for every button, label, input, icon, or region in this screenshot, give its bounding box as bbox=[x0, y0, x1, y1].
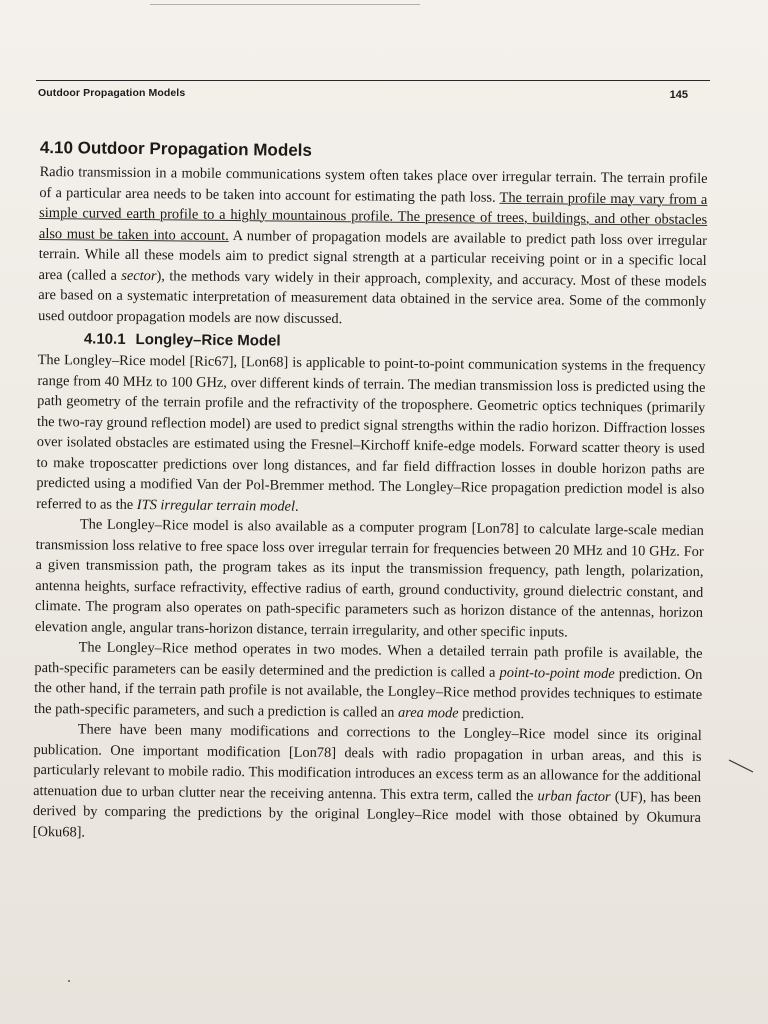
para1-emphasis-its: ITS irregular terrain model bbox=[136, 496, 296, 515]
para3-emphasis-point-to-point: point-to-point mode bbox=[499, 664, 615, 682]
page-number: 145 bbox=[669, 89, 688, 101]
intro-text-3: ), the methods vary widely in their approach, complexity, and accuracy. Most of these models are based on a systematic interpretation of measurement data obtained in the service area. Some of the commonly used outdoor propagation models are now discussed. bbox=[38, 267, 707, 327]
page-content bbox=[33, 136, 708, 849]
para1-text-2: . bbox=[294, 498, 299, 515]
para3-text-3: prediction. bbox=[458, 704, 525, 722]
intro-emphasis-sector: sector bbox=[121, 267, 157, 284]
para4-emphasis-urban-factor: urban factor bbox=[537, 787, 611, 805]
longley-rice-paragraph-2: The Longley–Rice model is also available as a computer program [Lon78] to calculate large-scale median transmission loss relative to free space loss over irregular terrain for frequencies between 20 MHz and 10 GHz. For a given transmission path, the program takes as its input the transmission frequency, path length, polarization, antenna heights, surface refractivity, effective radius of earth, ground conductivity, ground dielectric constant, and climate. The program also operates on path-specific parameters such as horizon distance of the antennas, horizon elevation angle, angular trans-horizon distance, terrain irregularity, and other specific inputs. bbox=[34, 516, 704, 641]
longley-rice-paragraph-1 bbox=[36, 350, 706, 521]
para3-text-1: The Longley–Rice method operates in two modes. When a detailed terrain path profile is available, the path-specific parameters can be easily determined and the prediction is called a bbox=[34, 639, 703, 681]
para3-emphasis-area-mode: area mode bbox=[397, 704, 459, 721]
para4-text-1: There have been many modifications and corrections to the Longley–Rice model since its original publication. One important modification [Lon78] deals with radio propagation in urban areas, and this is particularly relevant to mobile radio. This modification introduces an excess term as an allowance for the additional attenuation due to urban clutter near the receiving antenna. This extra term, called the bbox=[33, 721, 702, 804]
intro-paragraph bbox=[38, 162, 708, 333]
intro-text-2: A number of propagation models are available to predict path loss over irregular terrain. While all these models aim to predict signal strength at a particular receiving point or in a specific local area (called a bbox=[38, 227, 708, 284]
subsection-number: 4.10.1 bbox=[83, 330, 126, 348]
stray-dot bbox=[68, 980, 70, 982]
running-head-title: Outdoor Propagation Models bbox=[38, 87, 186, 99]
para1-text-1: The Longley–Rice model [Ric67], [Lon68] is applicable to point-to-point communication systems in the frequency range from 40 MHz to 100 GHz, over different kinds of terrain. The median transmission loss is predicted using the path geometry of the terrain profile and the refractivity of the troposphere. Geometric optics techniques (primarily the two-ray ground reflection model) are used to predict signal strengths within the radio horizon. Diffraction losses over isolated obstacles are estimated using the Fresnel–Kirchoff knife-edge models. Forward scatter theory is used to make troposcatter predictions over long distances, and far field diffraction losses in double horizon paths are predicted using a modified Van der Pol-Bremmer method. The Longley–Rice propagation prediction model is also referred to as the bbox=[36, 351, 706, 513]
para3-text-2: prediction. On the other hand, if the terrain path profile is not available, the Longley–Rice method provides techniques to estimate the path-specific parameters, and such a prediction is called an bbox=[33, 665, 703, 721]
para4-text-2: (UF), has been derived by comparing the predictions by the original Longley–Rice model with those obtained by Okumura [Oku68]. bbox=[32, 788, 702, 841]
intro-text-1: Radio transmission in a mobile communications system often takes place over irregular terrain. The terrain profile of a particular area needs to be taken into account for estimating the path loss. bbox=[39, 163, 708, 206]
top-edge-rule bbox=[150, 4, 420, 5]
section-heading: 4.10 Outdoor Propagation Models bbox=[39, 137, 312, 160]
subsection-title: Longley–Rice Model bbox=[135, 331, 281, 350]
intro-underlined-text: The terrain profile may vary from a simple curved earth profile to a highly mountainous profile. The presence of trees, buildings, and other obstacles also must be taken into account. bbox=[38, 189, 708, 244]
longley-rice-paragraph-4 bbox=[33, 719, 702, 849]
running-head bbox=[36, 80, 710, 103]
pen-mark-icon bbox=[728, 758, 754, 774]
longley-rice-paragraph-3 bbox=[34, 637, 703, 726]
